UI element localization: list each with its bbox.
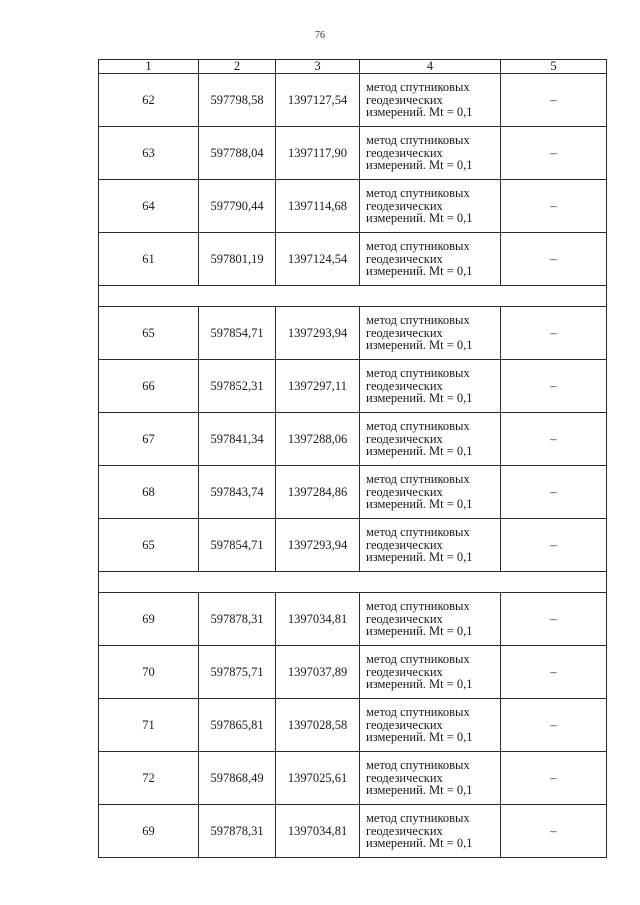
y-coordinate-cell: 1397124,54 (276, 233, 360, 286)
method-text-line: геодезических (366, 325, 443, 340)
method-text-line: метод спутниковых (366, 525, 470, 540)
method-text-line: измерений. Mt = 0,1 (366, 338, 473, 353)
method-text-line: метод спутниковых (366, 80, 470, 95)
method-text-line: измерений. Mt = 0,1 (366, 677, 473, 692)
point-number-cell: 63 (99, 127, 199, 180)
table-row (99, 752, 607, 805)
y-coordinate-cell: 1397117,90 (276, 127, 360, 180)
table-header (99, 60, 607, 74)
note-cell: – (501, 74, 607, 127)
table-row (99, 127, 607, 180)
method-text-line: измерений. Mt = 0,1 (366, 550, 473, 565)
point-number-cell: 65 (99, 519, 199, 572)
point-number-cell: 72 (99, 752, 199, 805)
table-row (99, 699, 607, 752)
header-cell-2: 2 (199, 60, 276, 74)
x-coordinate-cell: 597841,34 (199, 413, 276, 466)
method-text-line: измерений. Mt = 0,1 (366, 391, 473, 406)
y-coordinate-cell: 1397034,81 (276, 805, 360, 858)
method-cell (360, 180, 501, 233)
x-coordinate-cell: 597852,31 (199, 360, 276, 413)
x-coordinate-cell: 597868,49 (199, 752, 276, 805)
method-cell (360, 593, 501, 646)
note-cell: – (501, 180, 607, 233)
method-cell (360, 413, 501, 466)
group-separator-row (99, 286, 607, 307)
method-text-line: геодезических (366, 770, 443, 785)
method-text-line: измерений. Mt = 0,1 (366, 836, 473, 851)
method-cell (360, 646, 501, 699)
method-text-line: метод спутниковых (366, 419, 470, 434)
x-coordinate-cell: 597875,71 (199, 646, 276, 699)
point-number-cell: 66 (99, 360, 199, 413)
header-cell-3: 3 (276, 60, 360, 74)
table-body (99, 74, 607, 858)
method-text-line: геодезических (366, 378, 443, 393)
y-coordinate-cell: 1397293,94 (276, 519, 360, 572)
method-text-line: метод спутниковых (366, 366, 470, 381)
y-coordinate-cell: 1397127,54 (276, 74, 360, 127)
table-row (99, 233, 607, 286)
method-text-line: метод спутниковых (366, 472, 470, 487)
method-text-line: геодезических (366, 537, 443, 552)
point-number-cell: 67 (99, 413, 199, 466)
method-cell (360, 805, 501, 858)
method-text-line: измерений. Mt = 0,1 (366, 158, 473, 173)
header-cell-1: 1 (99, 60, 199, 74)
header-cell-4: 4 (360, 60, 501, 74)
note-cell: – (501, 413, 607, 466)
x-coordinate-cell: 597843,74 (199, 466, 276, 519)
x-coordinate-cell: 597854,71 (199, 519, 276, 572)
note-cell: – (501, 593, 607, 646)
method-text-line: метод спутниковых (366, 186, 470, 201)
header-row (99, 60, 607, 74)
coordinates-table (98, 59, 607, 858)
method-cell (360, 466, 501, 519)
method-text-line: геодезических (366, 611, 443, 626)
method-text-line: метод спутниковых (366, 652, 470, 667)
x-coordinate-cell: 597790,44 (199, 180, 276, 233)
method-text-line: геодезических (366, 484, 443, 499)
method-text-line: геодезических (366, 823, 443, 838)
method-text-line: метод спутниковых (366, 239, 470, 254)
note-cell: – (501, 360, 607, 413)
y-coordinate-cell: 1397025,61 (276, 752, 360, 805)
method-text-line: метод спутниковых (366, 811, 470, 826)
y-coordinate-cell: 1397034,81 (276, 593, 360, 646)
method-cell (360, 699, 501, 752)
method-text-line: метод спутниковых (366, 705, 470, 720)
group-separator-cell (99, 286, 607, 307)
method-text-line: измерений. Mt = 0,1 (366, 105, 473, 120)
y-coordinate-cell: 1397297,11 (276, 360, 360, 413)
point-number-cell: 70 (99, 646, 199, 699)
y-coordinate-cell: 1397114,68 (276, 180, 360, 233)
method-text-line: геодезических (366, 251, 443, 266)
method-text-line: измерений. Mt = 0,1 (366, 211, 473, 226)
table-row (99, 519, 607, 572)
x-coordinate-cell: 597854,71 (199, 307, 276, 360)
point-number-cell: 71 (99, 699, 199, 752)
table-row (99, 413, 607, 466)
note-cell: – (501, 752, 607, 805)
method-text-line: измерений. Mt = 0,1 (366, 497, 473, 512)
y-coordinate-cell: 1397028,58 (276, 699, 360, 752)
note-cell: – (501, 646, 607, 699)
x-coordinate-cell: 597878,31 (199, 805, 276, 858)
point-number-cell: 65 (99, 307, 199, 360)
point-number-cell: 69 (99, 593, 199, 646)
method-cell (360, 233, 501, 286)
method-text-line: измерений. Mt = 0,1 (366, 730, 473, 745)
method-cell (360, 360, 501, 413)
note-cell: – (501, 699, 607, 752)
x-coordinate-cell: 597801,19 (199, 233, 276, 286)
method-cell (360, 752, 501, 805)
header-cell-5: 5 (501, 60, 607, 74)
table-row (99, 646, 607, 699)
group-separator-cell (99, 572, 607, 593)
group-separator-row (99, 572, 607, 593)
method-text-line: измерений. Mt = 0,1 (366, 264, 473, 279)
note-cell: – (501, 233, 607, 286)
y-coordinate-cell: 1397288,06 (276, 413, 360, 466)
method-text-line: измерений. Mt = 0,1 (366, 783, 473, 798)
y-coordinate-cell: 1397293,94 (276, 307, 360, 360)
table-row (99, 466, 607, 519)
x-coordinate-cell: 597878,31 (199, 593, 276, 646)
method-text-line: геодезических (366, 92, 443, 107)
method-text-line: метод спутниковых (366, 133, 470, 148)
method-text-line: геодезических (366, 198, 443, 213)
point-number-cell: 64 (99, 180, 199, 233)
method-cell (360, 127, 501, 180)
x-coordinate-cell: 597865,81 (199, 699, 276, 752)
method-text-line: геодезических (366, 145, 443, 160)
method-text-line: метод спутниковых (366, 758, 470, 773)
note-cell: – (501, 519, 607, 572)
x-coordinate-cell: 597788,04 (199, 127, 276, 180)
method-text-line: геодезических (366, 664, 443, 679)
note-cell: – (501, 307, 607, 360)
table-row (99, 360, 607, 413)
point-number-cell: 61 (99, 233, 199, 286)
table-row (99, 593, 607, 646)
method-text-line: геодезических (366, 717, 443, 732)
method-text-line: метод спутниковых (366, 313, 470, 328)
method-cell (360, 519, 501, 572)
table-row (99, 307, 607, 360)
y-coordinate-cell: 1397284,86 (276, 466, 360, 519)
table-row (99, 74, 607, 127)
x-coordinate-cell: 597798,58 (199, 74, 276, 127)
method-text-line: геодезических (366, 431, 443, 446)
method-cell (360, 74, 501, 127)
page-number: 76 (315, 30, 325, 41)
table-row (99, 180, 607, 233)
point-number-cell: 62 (99, 74, 199, 127)
y-coordinate-cell: 1397037,89 (276, 646, 360, 699)
table-row (99, 805, 607, 858)
note-cell: – (501, 466, 607, 519)
method-text-line: метод спутниковых (366, 599, 470, 614)
method-cell (360, 307, 501, 360)
method-text-line: измерений. Mt = 0,1 (366, 624, 473, 639)
note-cell: – (501, 127, 607, 180)
note-cell: – (501, 805, 607, 858)
point-number-cell: 69 (99, 805, 199, 858)
method-text-line: измерений. Mt = 0,1 (366, 444, 473, 459)
point-number-cell: 68 (99, 466, 199, 519)
